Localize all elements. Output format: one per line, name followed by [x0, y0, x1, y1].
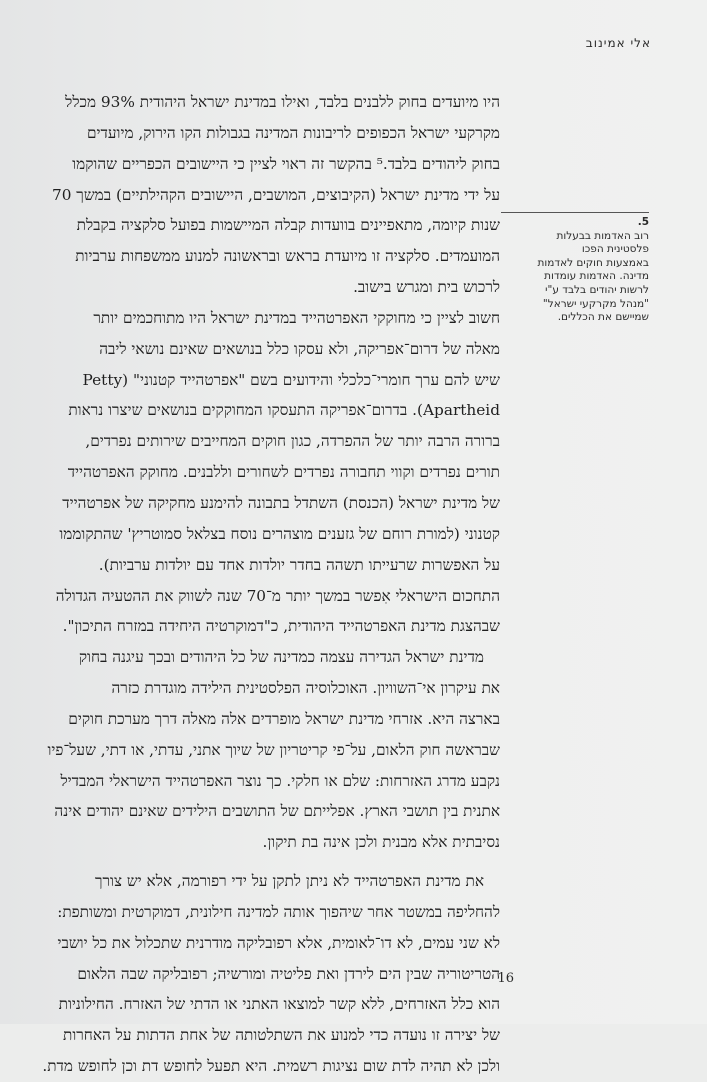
text-line: הטריטוריה שבין הים לירדן ואת פליטיה ומורשיה; רפובליקה שבה הלאום	[77, 964, 500, 983]
text-line: של מדינת ישראל (הכנסת) השתדל בתבונה להימנע מחקיקה של אפרטהייד	[62, 493, 500, 512]
paragraph-gap	[30, 858, 500, 866]
text-line: שבראשה חוק הלאום, על־פי קריטריון של שיוך אתני, עדתי, או דתי, שעל־פיו	[47, 740, 500, 759]
text-line: בארצה היא. אזרחי מדינת ישראל מופרדים אלה מאלה דרך מערכת חוקים	[68, 709, 500, 728]
text-line: התחכום הישראלי אִפשר במשך יותר מ־70 שנה לשווק את ההטעיה הגדולה	[55, 586, 500, 605]
text-line: להחליפה במשטר אחר שיהפוך אותה למדינה חילונית, דמוקרטית ומשותפת:	[57, 902, 500, 921]
text-line: נקבע מדרג האזרחות: שלם או חלקי. כך נוצר האפרטהייד הישראלי המבדיל	[60, 771, 500, 790]
body-text	[30, 87, 500, 1082]
text-line: בחוק ליהודים בלבד.⁵ בהקשר זה ראוי לציין כי היישובים הכפריים שהוקמו	[72, 154, 500, 173]
running-head: אלי אמינוב	[585, 36, 651, 50]
text-line: חשוב לציין כי מחוקקי האפרטהייד במדינת ישראל היו מתוחכמים יותר	[93, 308, 500, 327]
text-line: את עיקרון אי־השוויון. האוכלוסיה הפלסטינית הילידה מוגדרת כזרה	[111, 679, 500, 698]
margin-note-line: שמיישם את הכללים.	[557, 311, 649, 324]
margin-note	[501, 212, 649, 325]
text-line: קטנוני (למורת רוחם של גזענים מוצהרים נוסח בצלאל סמוטריץ' שהתקוממו	[59, 524, 500, 543]
margin-note-line: לרשות יהודים בלבד ע"י	[545, 283, 649, 296]
text-line: מאלה של דרום־אפריקה, ולא עסקו כלל בנושאים שאינם נושאי ליבה	[99, 339, 500, 358]
text-line: שיש להם ערך חומרי־כלכלי והידועים בשם "אפרטהייד קטנוני" (Petty	[82, 370, 500, 389]
margin-note-number: 5.	[637, 216, 649, 228]
text-line: היו מיועדים בחוק ללבנים בלבד, ואילו במדינת ישראל היהודית 93% מכלל	[65, 93, 500, 111]
margin-note-line: באמצעות חוקים לאדמות	[537, 256, 649, 269]
text-line: אתנית בין תושבי הארץ. אפלייתם של התושבים הילידים שאינם יהודים אינה	[54, 802, 500, 821]
text-line: המועמדים. סלקציה זו מיועדת בראש ובראשונה למנוע ממשפחות ערביות	[75, 247, 500, 266]
margin-note-line: "מנהל מקרקעי ישראל"	[542, 297, 649, 310]
text-line: ברורה הרבה יותר של ההפרדה, כגון חוקים המחייבים שירותים נפרדים,	[85, 432, 500, 451]
text-line: נסיבתית אלא מבנית ולכן אינה בת תיקון.	[262, 833, 500, 852]
text-line: לרכוש בית ומגרש בישוב.	[353, 278, 500, 297]
page-number: 16	[497, 971, 514, 986]
paragraph	[30, 87, 500, 303]
margin-note-line: רוב האדמות בבעלות	[556, 229, 649, 242]
text-line: הוא כלל האזרחים, ללא קשר למוצאו האתני או הדתי של האזרח. החילוניות	[58, 995, 500, 1014]
text-line: את מדינת האפרטהייד לא ניתן לתקן על ידי רפורמה, אלא יש צורך	[95, 872, 484, 891]
margin-note-line: פלסטינית הפכו	[581, 243, 649, 256]
text-line: מדינת ישראל הגדירה עצמה כמדינה של כל היהודים ובכך עיגנה בחוק	[78, 648, 484, 667]
text-line: תורים נפרדים וקווי תחבורה נפרדים לשחורים וללבנים. מחוקק האפרטהייד	[67, 463, 500, 482]
text-line: לא שני עמים, לא דו־לאומית, אלא רפובליקה מודרנית שתכלול את כל יושבי	[57, 933, 500, 952]
text-line: ולכן לא תהיה לדת שום נציגות רשמית. היא תפעל לחופש דת וכן לחופש מדת.	[42, 1057, 500, 1076]
text-line: מקרקעי ישראל הכפופים לריבונות המדינה בגבולות הקו הירוק, מיועדים	[86, 123, 500, 142]
paragraph	[30, 303, 500, 642]
text-line: על האפשרות שרעייתו תשהה בחדר יולדות אחד עם יולדות ערביות).	[98, 555, 500, 574]
text-line: Apartheid). בדרום־אפריקה התעסקו המחוקקים בנושאים שיצרו נראות	[68, 401, 500, 420]
paragraph	[30, 866, 500, 1082]
margin-note-line: מדינה. האדמות עומדות	[544, 270, 649, 283]
text-line: על ידי מדינת ישראל (הקיבוצים, המושבים, היישובים הקהילתיים) במשך 70	[51, 185, 500, 204]
text-line: של יצירה זו נועדה כדי למנוע את השתלטותה של אחת הדתות על האחרות	[63, 1026, 500, 1045]
paragraph	[30, 642, 500, 858]
text-line: שנות קיומה, מתאפיינים בוועדות קבלה המיישמות בפועל סלקציה בקבלת	[76, 216, 500, 235]
text-line: שבהצגת מדינת האפרטהייד היהודית, כ"דמוקרטיה היחידה במזרח התיכון".	[62, 617, 500, 636]
